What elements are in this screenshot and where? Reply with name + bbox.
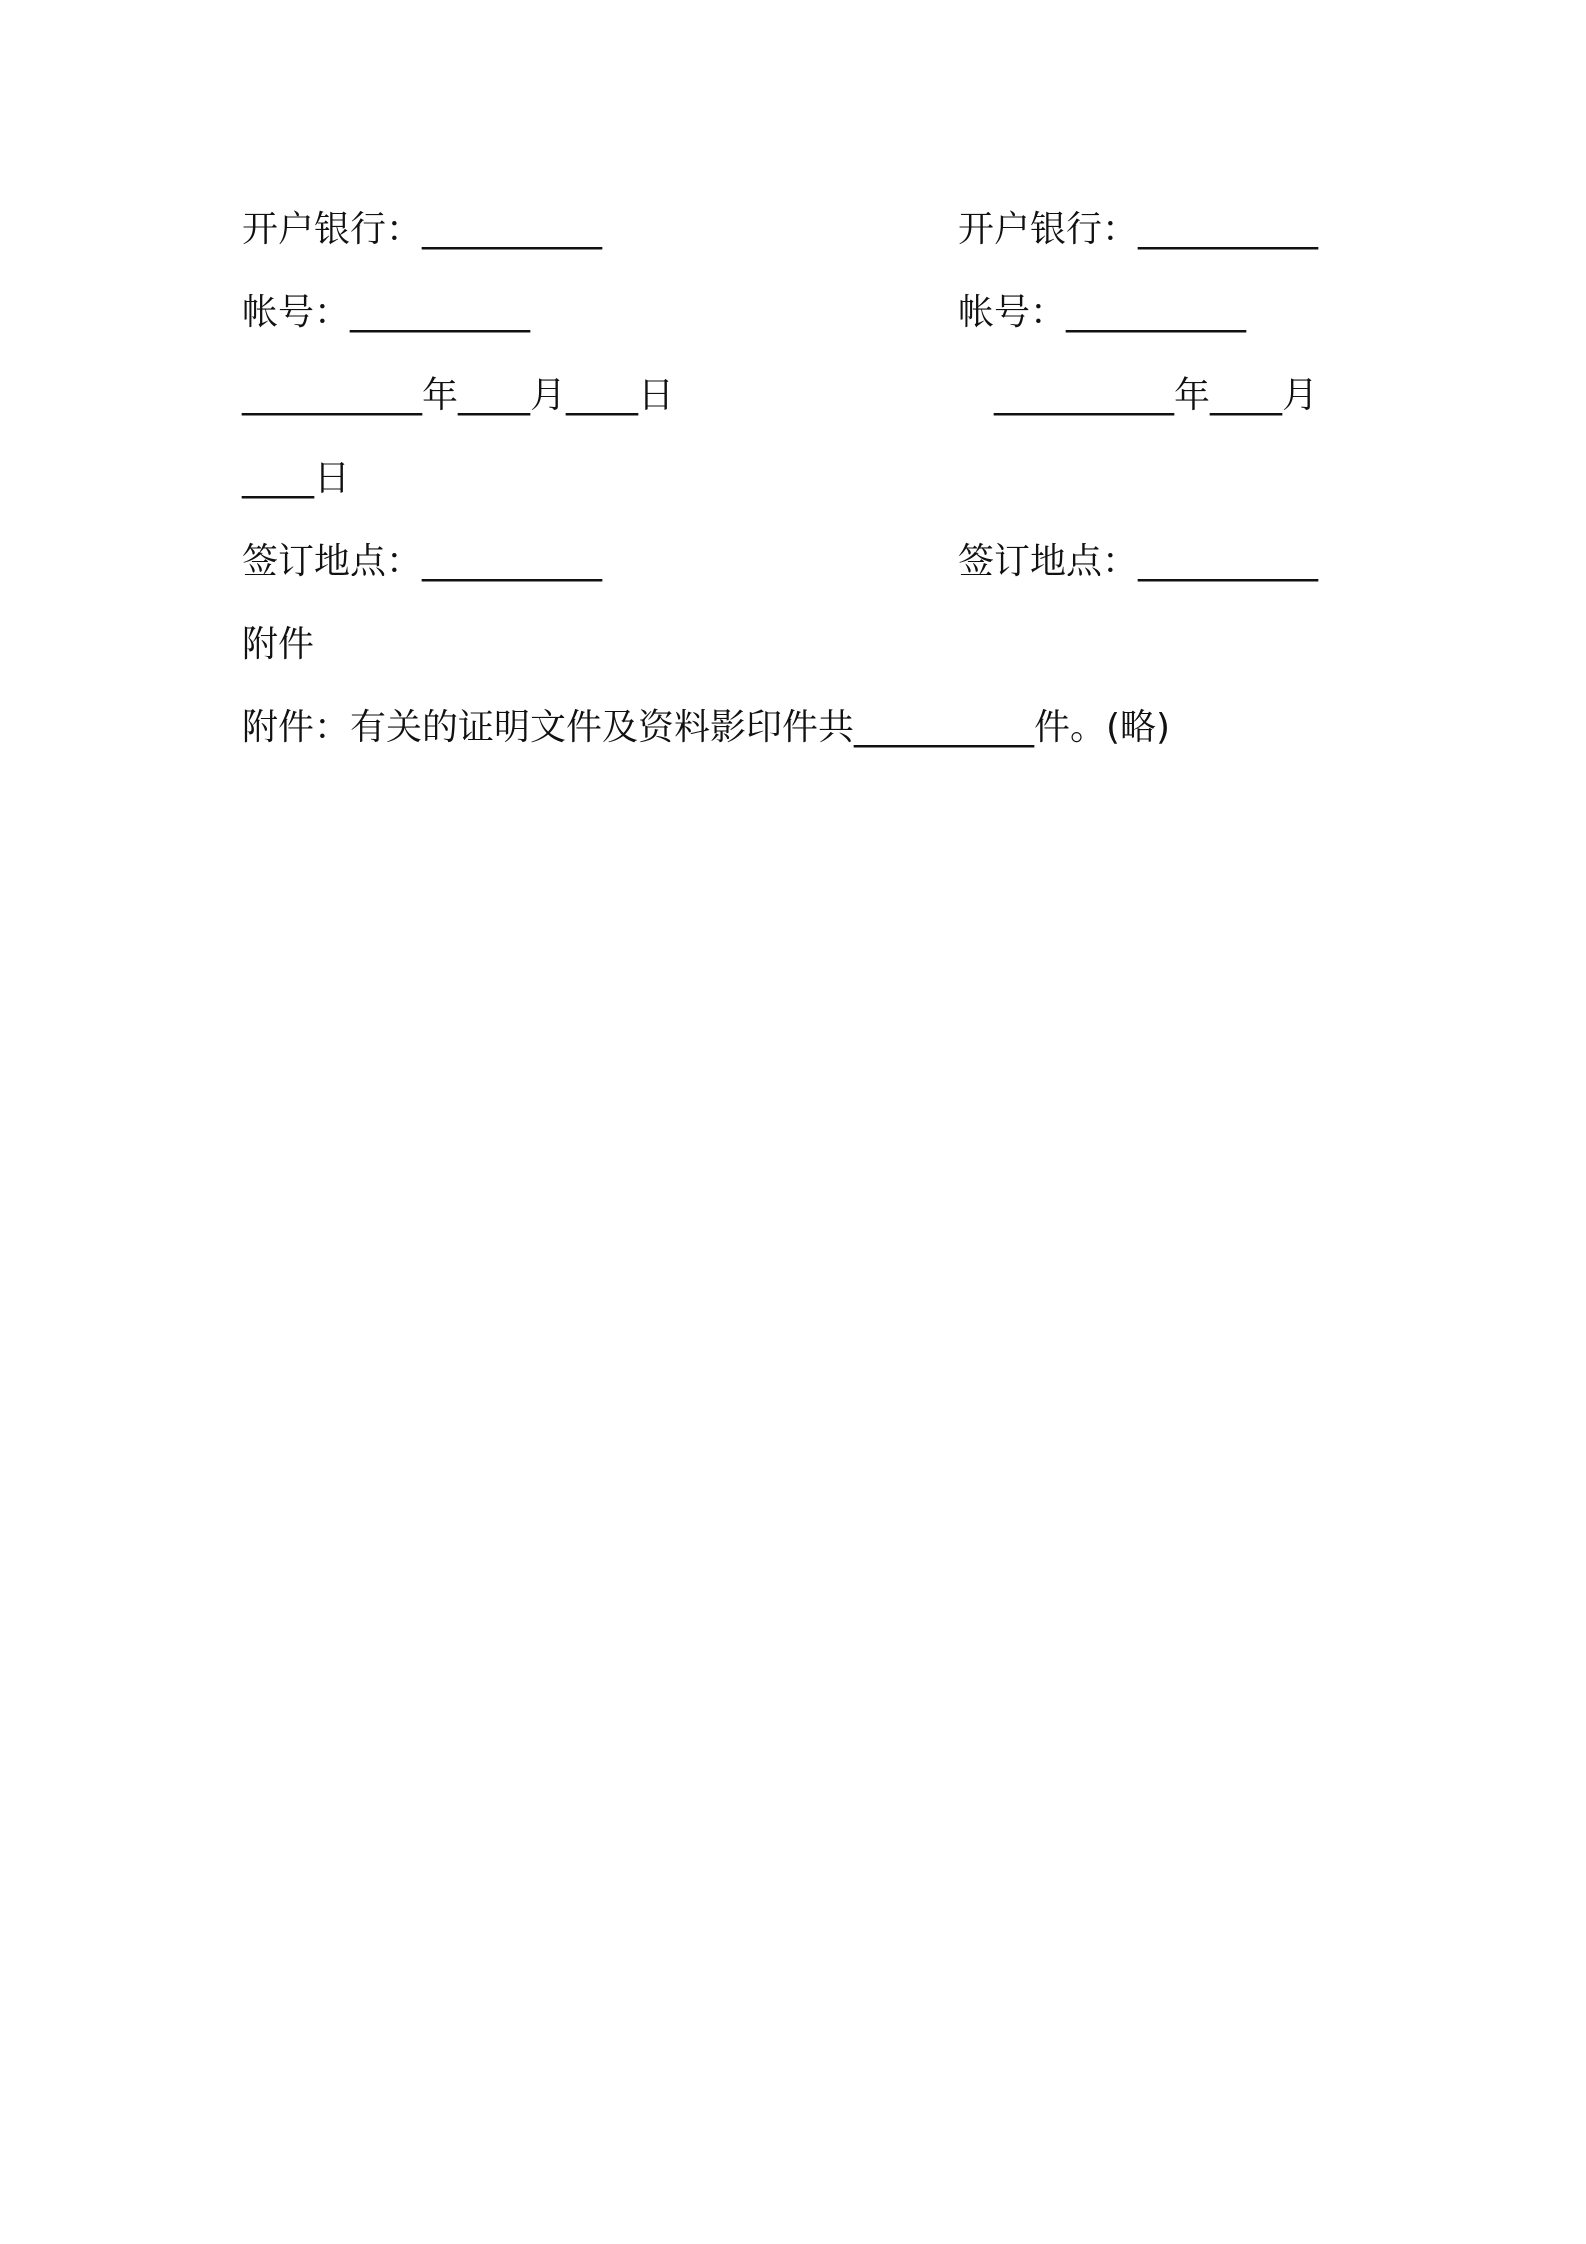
attachment-heading: 附件	[242, 624, 315, 665]
left-place-line: 签订地点：__________	[242, 541, 603, 582]
left-account-line: 帐号：__________	[242, 292, 531, 333]
right-account-line: 帐号：__________	[958, 292, 1247, 333]
right-date-day-line: ____日	[242, 458, 351, 499]
right-place-line: 签订地点：__________	[958, 541, 1319, 582]
right-bank-line: 开户银行：__________	[958, 209, 1319, 250]
left-date-line: __________年____月____日	[242, 375, 674, 416]
attachment-text: 附件：有关的证明文件及资料影印件共__________件。(略)	[242, 707, 1171, 748]
right-date-line: __________年____月	[994, 375, 1318, 416]
left-bank-line: 开户银行：__________	[242, 209, 603, 250]
